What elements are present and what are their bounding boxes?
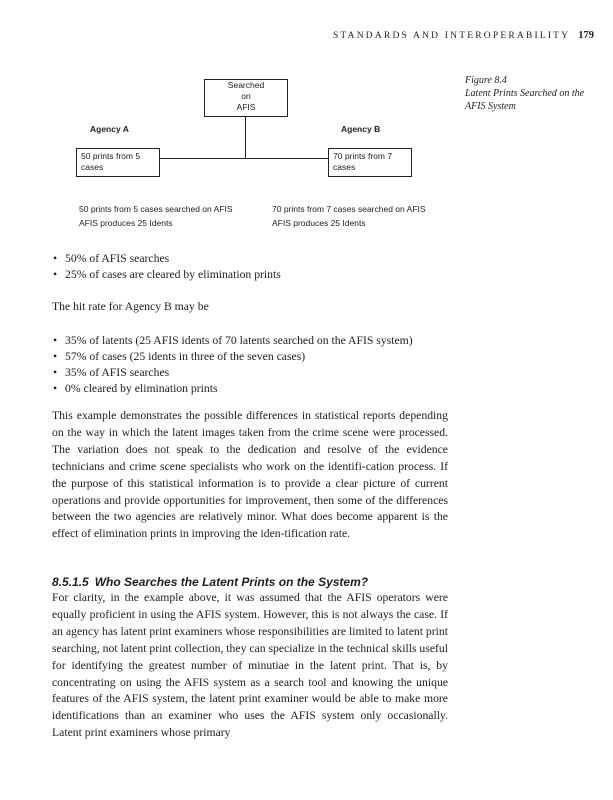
connector-horizontal — [157, 158, 328, 159]
agency-b-result-idents: AFIS produces 25 Idents — [272, 218, 366, 228]
agency-b-bullets — [52, 333, 448, 397]
agency-b-box-line: 70 prints from 7 — [333, 151, 393, 161]
section-heading — [52, 575, 448, 589]
figure-caption-text: Latent Prints Searched on the AFIS System — [465, 88, 585, 112]
agency-b-box — [328, 148, 412, 177]
agency-a-box-line: cases — [81, 162, 104, 172]
agency-b-intro: The hit rate for Agency B may be — [52, 300, 209, 313]
connector-vertical — [245, 117, 246, 158]
center-box-line: on — [241, 91, 251, 101]
list-item: • 35% of AFIS searches — [52, 365, 448, 381]
agency-a-box — [76, 148, 160, 177]
figure-caption — [465, 74, 595, 113]
center-box-line: AFIS — [236, 102, 256, 112]
section-number: 8.5.1.5 — [52, 575, 89, 589]
agency-a-box-line: 50 prints from 5 — [81, 151, 141, 161]
running-head — [0, 30, 594, 41]
list-item: • 25% of cases are cleared by elimination prints — [52, 267, 448, 283]
page-number: 179 — [578, 30, 594, 41]
list-item: • 57% of cases (25 idents in three of the seven cases) — [52, 349, 448, 365]
list-item: • 50% of AFIS searches — [52, 251, 448, 267]
section-title: Who Searches the Latent Prints on the System? — [94, 575, 369, 589]
agency-b-label: Agency B — [341, 124, 381, 134]
agency-a-result-idents: AFIS produces 25 Idents — [79, 218, 173, 228]
agency-b-box-line: cases — [333, 162, 356, 172]
figure-label: Figure 8.4 — [465, 75, 507, 86]
running-head-title: STANDARDS AND INTEROPERABILITY — [332, 31, 571, 41]
agency-b-result-searched: 70 prints from 7 cases searched on AFIS — [272, 204, 426, 214]
list-item: • 0% cleared by elimination prints — [52, 381, 448, 397]
center-box-searched-on-afis — [204, 79, 288, 117]
paragraph-example: This example demonstrates the possible differences in statistical reports depending on the way in which the latent images taken from the crime scene were processed. The variation does not speak to the dedication and resolve of the evidence technicians and crime scene specialists who work on the identifi-cation process. If the purpose of this statistical information is to provide a clear picture of current operations and provide opportunities for improvement, then some of the differences between the two agencies are relatively minor. What does become apparent is the effect of elimination prints in improving the iden-tification rate. — [52, 409, 448, 541]
agency-a-result-searched: 50 prints from 5 cases searched on AFIS — [79, 204, 233, 214]
agency-a-label: Agency A — [90, 124, 129, 134]
agency-a-bullets — [52, 251, 448, 283]
center-box-line: Searched — [227, 80, 265, 90]
list-item: • 35% of latents (25 AFIS idents of 70 latents searched on the AFIS system) — [52, 333, 448, 349]
paragraph-who-searches: For clarity, in the example above, it was assumed that the AFIS operators were equally proficient in using the AFIS system. However, this is not always the case. If an agency has latent print examiners whose responsibilities are limited to latent print searching, not latent print collection, they can specialize in the technical skills useful for identifying the greatest number of minutiae in the latent print. That is, by concentrating on using the AFIS system as a search tool and knowing the unique features of the AFIS system, the latent print examiner would be able to make more identifications than an examiner who uses the AFIS system only occasionally. Latent print examiners whose primary — [52, 591, 448, 740]
